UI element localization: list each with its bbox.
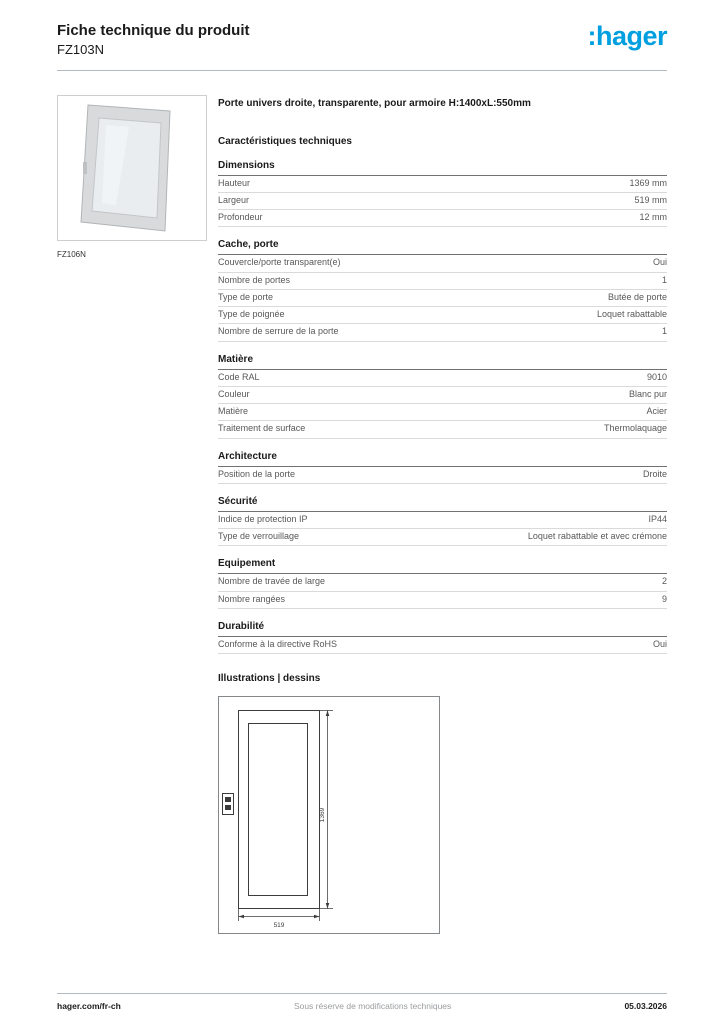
- spec-label: Hauteur: [218, 177, 251, 188]
- spec-value: 9010: [646, 371, 667, 382]
- spec-label: Conforme à la directive RoHS: [218, 638, 338, 649]
- spec-section: [218, 354, 667, 439]
- footer-disclaimer: Sous réserve de modifications techniques: [293, 1001, 452, 1011]
- spec-value: Loquet rabattable: [596, 309, 667, 319]
- spec-row: [218, 529, 667, 546]
- logo-colon: :: [587, 21, 596, 51]
- spec-row: [218, 307, 667, 324]
- section-title: Sécurité: [218, 496, 667, 512]
- dimension-width: [239, 909, 320, 922]
- spec-row: [218, 574, 667, 591]
- spec-label: Type de porte: [218, 291, 274, 302]
- spec-section: [218, 496, 667, 547]
- spec-row: [218, 404, 667, 421]
- main-column: [218, 95, 667, 934]
- product-photo-door: [58, 96, 206, 240]
- left-column: [57, 95, 207, 934]
- spec-row: [218, 512, 667, 529]
- spec-value: Butée de porte: [607, 291, 667, 302]
- spec-value: Loquet rabattable et avec crémone: [527, 531, 667, 541]
- section-title: Cache, porte: [218, 239, 667, 255]
- spec-value: Acier: [646, 406, 667, 416]
- spec-value: Thermolaquage: [603, 423, 667, 434]
- spec-value: 1369 mm: [629, 177, 667, 188]
- page-header: [57, 22, 667, 57]
- footer-date: 05.03.2026: [624, 1001, 667, 1011]
- drawing-door-inner: [249, 724, 308, 896]
- spec-section: [218, 160, 667, 228]
- drawing-handle: [223, 794, 234, 815]
- spec-value: Oui: [652, 257, 667, 268]
- header-text: [57, 22, 250, 57]
- characteristics-title: Caractéristiques techniques: [218, 135, 352, 147]
- product-description: Porte univers droite, transparente, pour armoire H:1400xL:550mm: [218, 98, 531, 109]
- spec-section: [218, 621, 667, 654]
- spec-value: 2: [661, 576, 667, 587]
- spec-row: [218, 273, 667, 290]
- footer-url: hager.com/fr-ch: [57, 1001, 121, 1011]
- spec-label: Traitement de surface: [218, 423, 306, 434]
- spec-row: [218, 255, 667, 272]
- dimension-width-label: 519: [273, 922, 285, 929]
- page-title: Fiche technique du produit: [57, 22, 250, 39]
- logo-text: hager: [595, 21, 667, 51]
- spec-row: [218, 176, 667, 193]
- spec-section: [218, 451, 667, 484]
- product-code: FZ103N: [57, 42, 104, 57]
- spec-section: [218, 239, 667, 341]
- spec-row: [218, 193, 667, 210]
- spec-label: Position de la porte: [218, 468, 296, 479]
- spec-row: [218, 387, 667, 404]
- product-image: [57, 95, 207, 241]
- door-handle-photo: [83, 162, 87, 174]
- dimension-height-label: 1369: [319, 807, 326, 823]
- spec-row: [218, 290, 667, 307]
- spec-label: Nombre de travée de large: [218, 576, 326, 587]
- spec-label: Couvercle/porte transparent(e): [218, 257, 341, 268]
- spec-label: Nombre rangées: [218, 593, 286, 604]
- spec-label: Couleur: [218, 388, 250, 399]
- spec-value: Droite: [642, 468, 667, 479]
- section-title: Equipement: [218, 558, 667, 574]
- spec-label: Type de verrouillage: [218, 531, 300, 541]
- technical-drawing-svg: [219, 697, 439, 933]
- spec-label: Profondeur: [218, 212, 263, 222]
- spec-label: Matière: [218, 406, 249, 416]
- section-title: Dimensions: [218, 160, 667, 176]
- spec-label: Largeur: [218, 194, 250, 205]
- product-image-caption: FZ106N: [57, 250, 86, 259]
- spec-row: [218, 637, 667, 654]
- spec-value: 1: [661, 326, 667, 337]
- content-area: [57, 95, 667, 934]
- spec-row: [218, 324, 667, 341]
- spec-sections: [218, 160, 667, 655]
- hager-logo: [587, 21, 667, 51]
- section-title: Architecture: [218, 451, 667, 467]
- section-title: Matière: [218, 354, 667, 370]
- spec-row: [218, 210, 667, 227]
- spec-row: [218, 467, 667, 484]
- spec-value: 9: [661, 593, 667, 604]
- page-footer: [57, 993, 667, 1011]
- illustrations-title: Illustrations | dessins: [218, 673, 321, 684]
- spec-value: IP44: [648, 513, 667, 524]
- spec-value: 519 mm: [634, 194, 667, 205]
- spec-value: 12 mm: [639, 212, 667, 222]
- spec-label: Nombre de portes: [218, 274, 291, 285]
- section-title: Durabilité: [218, 621, 667, 637]
- spec-label: Type de poignée: [218, 309, 285, 319]
- spec-row: [218, 592, 667, 609]
- spec-label: Code RAL: [218, 371, 260, 382]
- spec-value: 1: [661, 274, 667, 285]
- spec-value: Blanc pur: [628, 388, 667, 399]
- header-divider: [57, 70, 667, 71]
- technical-drawing: [218, 696, 440, 934]
- spec-label: Indice de protection IP: [218, 513, 308, 524]
- spec-label: Nombre de serrure de la porte: [218, 326, 339, 337]
- spec-row: [218, 421, 667, 438]
- spec-section: [218, 558, 667, 609]
- spec-row: [218, 370, 667, 387]
- spec-value: Oui: [652, 638, 667, 649]
